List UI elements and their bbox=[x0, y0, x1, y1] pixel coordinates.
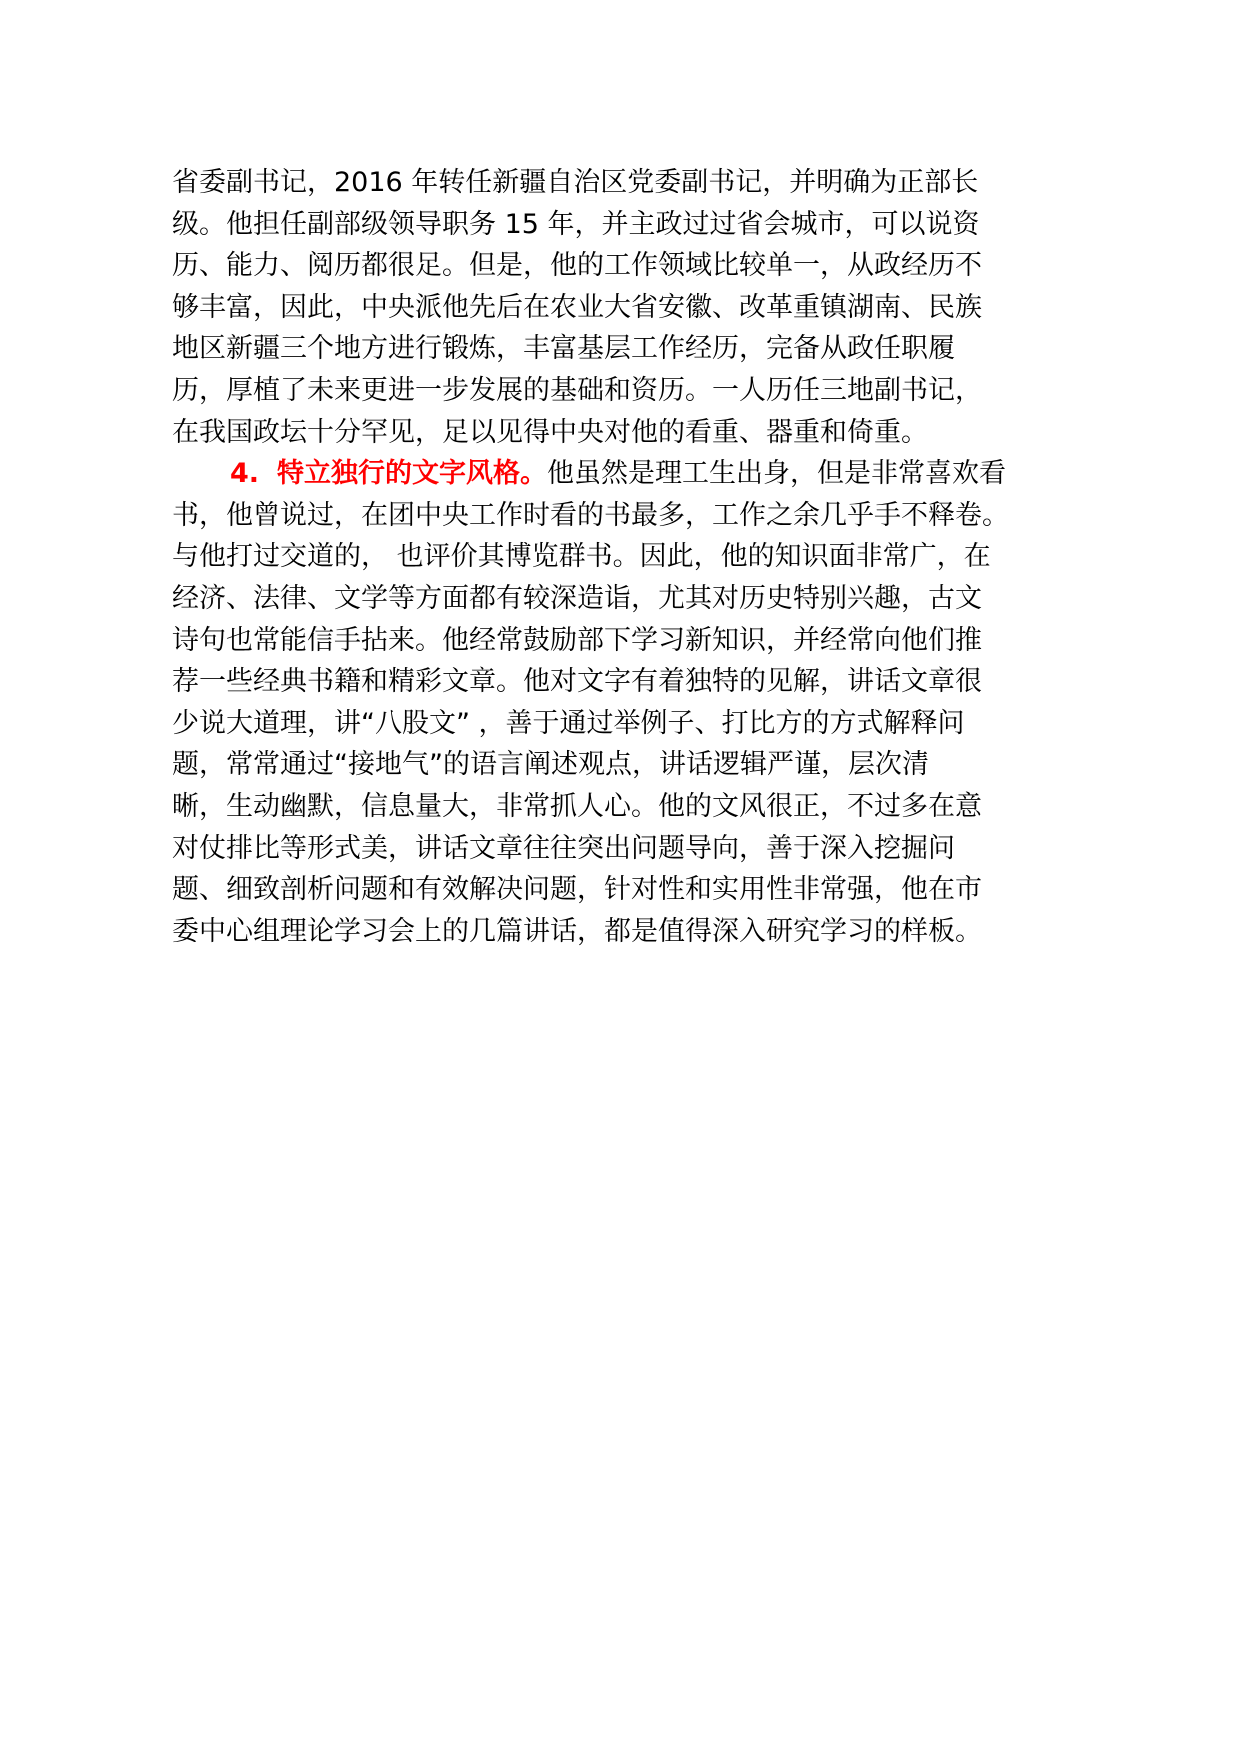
paragraph-line: 经济、法律、文学等方面都有较深造诣，尤其对历史特别兴趣，古文 bbox=[172, 582, 982, 614]
paragraph-line: 少说大道理，讲“八股文” ，善于通过举例子、打比方的方式解释问 bbox=[172, 707, 965, 739]
paragraph-writing-style bbox=[172, 453, 1072, 952]
paragraph-line: 历、能力、阅历都很足。但是，他的工作领域比较单一，从政经历不 bbox=[172, 250, 982, 282]
paragraph-line: 荐一些经典书籍和精彩文章。他对文字有着独特的见解，讲话文章很 bbox=[172, 666, 982, 698]
section-heading: 特立独行的文字风格。 bbox=[277, 458, 548, 490]
paragraph-line: 题，常常通过“接地气”的语言阐述观点，讲话逻辑严谨，层次清 bbox=[172, 749, 929, 781]
paragraph-line: 够丰富，因此，中央派他先后在农业大省安徽、改革重镇湖南、民族 bbox=[172, 291, 982, 323]
paragraph-line: 地区新疆三个地方进行锻炼，丰富基层工作经历，完备从政任职履 bbox=[172, 333, 955, 365]
document-body bbox=[172, 162, 1072, 952]
paragraph-line: 题、细致剖析问题和有效解决问题，针对性和实用性非常强，他在市 bbox=[172, 874, 982, 906]
paragraph-line: 与他打过交道的， 也评价其博览群书。因此，他的知识面非常广，在 bbox=[172, 541, 991, 573]
paragraph-line: 委中心组理论学习会上的几篇讲话，都是值得深入研究学习的样板。 bbox=[172, 915, 982, 947]
paragraph-line: 诗句也常能信手拈来。他经常鼓励部下学习新知识，并经常向他们推 bbox=[172, 624, 982, 656]
paragraph-line: 级。他担任副部级领导职务 15 年，并主政过过省会城市，可以说资 bbox=[172, 208, 980, 240]
paragraph-line: 晰，生动幽默，信息量大，非常抓人心。他的文风很正，不过多在意 bbox=[172, 790, 982, 822]
paragraph-first-line bbox=[172, 453, 1072, 495]
section-number: 4. bbox=[230, 458, 260, 490]
paragraph-line: 书，他曾说过，在团中央工作时看的书最多，工作之余几乎手不释卷。 bbox=[172, 499, 1009, 531]
paragraph-line: 历，厚植了未来更进一步发展的基础和资历。一人历任三地副书记， bbox=[172, 374, 982, 406]
paragraph-line: 对仗排比等形式美，讲话文章往往突出问题导向，善于深入挖掘问 bbox=[172, 832, 955, 864]
paragraph-first-line-text: 他虽然是理工生出身，但是非常喜欢看 bbox=[547, 458, 1007, 490]
paragraph-career bbox=[172, 162, 1072, 453]
paragraph-line: 在我国政坛十分罕见，足以见得中央对他的看重、器重和倚重。 bbox=[172, 416, 928, 448]
paragraph-line: 省委副书记，2016 年转任新疆自治区党委副书记，并明确为正部长 bbox=[172, 167, 979, 198]
